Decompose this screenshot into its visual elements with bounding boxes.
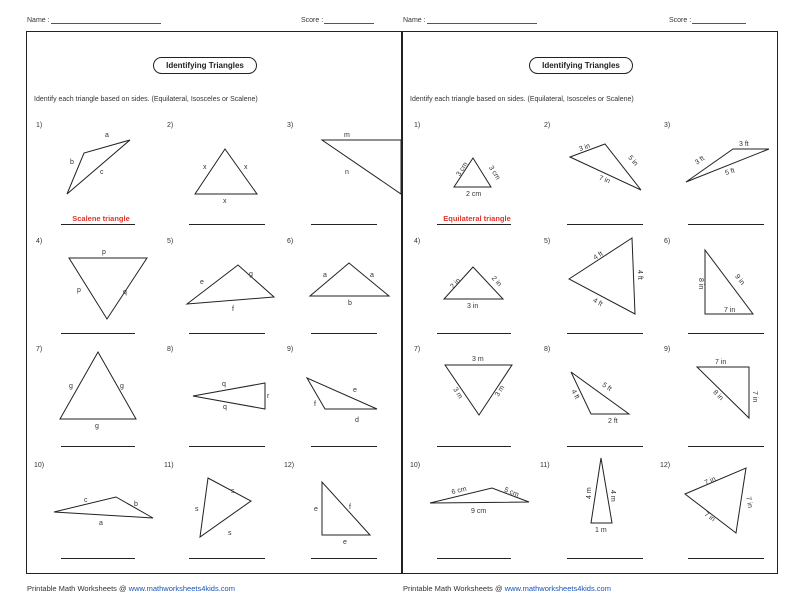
problem-number: 7) xyxy=(36,346,43,353)
side-label: f xyxy=(314,401,316,408)
side-label: q xyxy=(223,404,227,411)
triangle-6 xyxy=(697,250,753,314)
side-label: n xyxy=(345,169,349,176)
side-label: 2 in xyxy=(449,277,463,291)
side-label: a xyxy=(323,272,327,279)
name-line xyxy=(51,16,161,24)
side-label: q xyxy=(222,381,226,388)
side-label: 9 cm xyxy=(471,508,487,515)
name-label: Name : xyxy=(27,17,50,24)
problem-number: 2) xyxy=(167,122,174,129)
side-label: e xyxy=(343,539,347,546)
problem-number: 6) xyxy=(664,238,671,245)
problem-number: 4) xyxy=(414,238,421,245)
side-label: s xyxy=(195,506,199,513)
triangle-12 xyxy=(314,482,370,546)
side-label: 5 ft xyxy=(600,381,613,393)
problem-number: 8) xyxy=(167,346,174,353)
side-label: 3 in xyxy=(467,303,479,310)
side-label: 3 cm xyxy=(487,164,502,182)
instructions: Identify each triangle based on sides. (Equilateral, Isosceles or Scalene) xyxy=(34,96,258,103)
side-label: a xyxy=(105,132,109,139)
triangle xyxy=(200,478,251,537)
side-label: 6 cm xyxy=(450,485,468,497)
triangle-12 xyxy=(685,468,753,533)
problem-number: 11) xyxy=(164,462,174,469)
side-label: 7 in xyxy=(751,391,758,403)
triangle-3 xyxy=(686,141,769,182)
side-label: c xyxy=(100,169,104,176)
name-label: Name : xyxy=(403,17,426,24)
problem-number: 1) xyxy=(36,122,43,129)
footer-link[interactable]: www.mathworksheets4kids.com xyxy=(128,584,235,593)
side-label: s xyxy=(231,488,235,495)
triangle-8 xyxy=(569,372,629,425)
side-label: d xyxy=(355,417,359,424)
triangle-5 xyxy=(569,238,643,314)
right-worksheet xyxy=(402,31,778,574)
problem-number: 12) xyxy=(284,462,295,469)
problem-number: 8) xyxy=(544,346,551,353)
triangle-9 xyxy=(307,378,377,424)
worksheet-title: Identifying Triangles xyxy=(529,57,633,74)
problem-number: 9) xyxy=(664,346,671,353)
side-label: 4 m xyxy=(586,487,593,499)
problem-number: 6) xyxy=(287,238,294,245)
triangle-1 xyxy=(67,132,130,194)
side-label: 7 in xyxy=(744,496,754,509)
triangle-6 xyxy=(310,263,389,307)
side-label: 8 in xyxy=(711,389,725,402)
side-label: f xyxy=(232,306,234,313)
side-label: x xyxy=(244,164,248,171)
side-label: e xyxy=(314,506,318,513)
triangle xyxy=(697,367,749,418)
side-label: g xyxy=(95,423,99,430)
side-label: 9 in xyxy=(733,273,746,287)
side-label: 2 in xyxy=(489,275,503,289)
side-label: 3 cm xyxy=(455,161,470,178)
triangle xyxy=(67,140,130,194)
triangle-7 xyxy=(445,356,512,415)
triangle xyxy=(307,378,377,409)
side-label: 5 in xyxy=(626,154,639,168)
score-line xyxy=(324,16,374,24)
problem-number: 5) xyxy=(544,238,551,245)
right-score-field xyxy=(669,16,746,24)
triangle xyxy=(193,383,265,409)
worksheet-title: Identifying Triangles xyxy=(153,57,257,74)
problem-number: 3) xyxy=(664,122,671,129)
triangle xyxy=(54,497,153,518)
side-label: 5 cm xyxy=(502,486,520,499)
triangle-11 xyxy=(586,458,616,534)
side-label: g xyxy=(120,383,124,390)
side-label: p xyxy=(102,249,106,256)
side-label: c xyxy=(84,497,88,504)
triangle xyxy=(310,263,389,296)
triangle-4 xyxy=(444,267,503,310)
triangle-10 xyxy=(430,486,529,515)
left-footer xyxy=(27,584,235,593)
left-name-field xyxy=(27,16,161,24)
side-label: 4 m xyxy=(609,490,616,502)
problem-number: 10) xyxy=(34,462,45,469)
side-label: 8 in xyxy=(697,278,704,290)
side-label: b xyxy=(134,501,138,508)
side-label: 7 in xyxy=(702,511,717,524)
problem-number: 12) xyxy=(660,462,671,469)
side-label: s xyxy=(228,530,232,537)
side-label: 4 ft xyxy=(636,270,643,280)
triangle xyxy=(195,149,257,194)
triangle-9 xyxy=(697,359,758,418)
side-label: 2 cm xyxy=(466,191,482,198)
triangle-10 xyxy=(54,497,153,527)
side-label: 7 in xyxy=(715,359,727,366)
instructions: Identify each triangle based on sides. (Equilateral, Isosceles or Scalene) xyxy=(410,96,634,103)
right-triangles xyxy=(403,32,777,573)
side-label: 7 in xyxy=(724,307,736,314)
problem-number: 9) xyxy=(287,346,294,353)
side-label: e xyxy=(200,279,204,286)
side-label: 1 m xyxy=(595,527,607,534)
side-label: 3 m xyxy=(472,356,484,363)
side-label: 4 ft xyxy=(592,250,605,262)
triangle xyxy=(685,468,746,533)
left-triangles xyxy=(27,32,401,573)
triangle-3 xyxy=(322,132,401,194)
triangle-8 xyxy=(193,381,270,411)
side-label: 7 in xyxy=(703,475,717,487)
side-label: 5 ft xyxy=(724,167,736,178)
side-label: 4 ft xyxy=(569,388,581,401)
triangle-1 xyxy=(454,158,501,198)
score-line xyxy=(692,16,746,24)
triangle xyxy=(571,372,629,414)
left-worksheet xyxy=(26,31,402,574)
problem-number: 7) xyxy=(414,346,421,353)
side-label: 2 ft xyxy=(608,418,618,425)
problem-number: 3) xyxy=(287,122,294,129)
side-label: a xyxy=(99,520,103,527)
triangle-2 xyxy=(195,149,257,205)
problem-number: 2) xyxy=(544,122,551,129)
side-label: 3 m xyxy=(494,384,507,399)
triangle xyxy=(322,482,370,535)
triangle-4 xyxy=(69,249,147,319)
side-label: 3 ft xyxy=(694,155,707,167)
triangle xyxy=(591,458,612,523)
footer-text: Printable Math Worksheets @ xyxy=(403,584,505,593)
side-label: a xyxy=(370,272,374,279)
answer-text: Equilateral triangle xyxy=(443,214,511,223)
footer-link[interactable]: www.mathworksheets4kids.com xyxy=(504,584,611,593)
triangle-7 xyxy=(60,352,136,430)
side-label: b xyxy=(348,300,352,307)
problem-number: 11) xyxy=(540,462,550,469)
side-label: 3 m xyxy=(451,386,464,401)
triangle xyxy=(322,140,401,194)
problem-number: 4) xyxy=(36,238,43,245)
triangle-5 xyxy=(187,265,274,313)
score-label: Score : xyxy=(669,17,692,24)
right-name-field xyxy=(403,16,537,24)
side-label: r xyxy=(267,393,270,400)
side-label: 3 in xyxy=(578,142,592,154)
side-label: g xyxy=(69,383,73,390)
side-label: 3 ft xyxy=(739,141,749,148)
score-label: Score : xyxy=(301,17,324,24)
side-label: 4 ft xyxy=(591,297,604,309)
triangle-11 xyxy=(195,478,251,537)
side-label: g xyxy=(249,271,253,278)
problem-number: 5) xyxy=(167,238,174,245)
problem-number: 10) xyxy=(410,462,421,469)
side-label: m xyxy=(344,132,350,139)
side-label: e xyxy=(353,387,357,394)
problem-number: 1) xyxy=(414,122,421,129)
side-label: 7 in xyxy=(597,174,611,186)
side-label: q xyxy=(123,289,127,296)
left-score-field xyxy=(301,16,374,24)
name-line xyxy=(427,16,537,24)
side-label: p xyxy=(77,287,81,294)
side-label: x xyxy=(223,198,227,205)
side-label: b xyxy=(70,159,74,166)
footer-text: Printable Math Worksheets @ xyxy=(27,584,129,593)
side-label: f xyxy=(349,504,351,511)
side-label: x xyxy=(203,164,207,171)
answer-text: Scalene triangle xyxy=(72,214,130,223)
triangle-2 xyxy=(570,143,641,190)
right-footer xyxy=(403,584,611,593)
